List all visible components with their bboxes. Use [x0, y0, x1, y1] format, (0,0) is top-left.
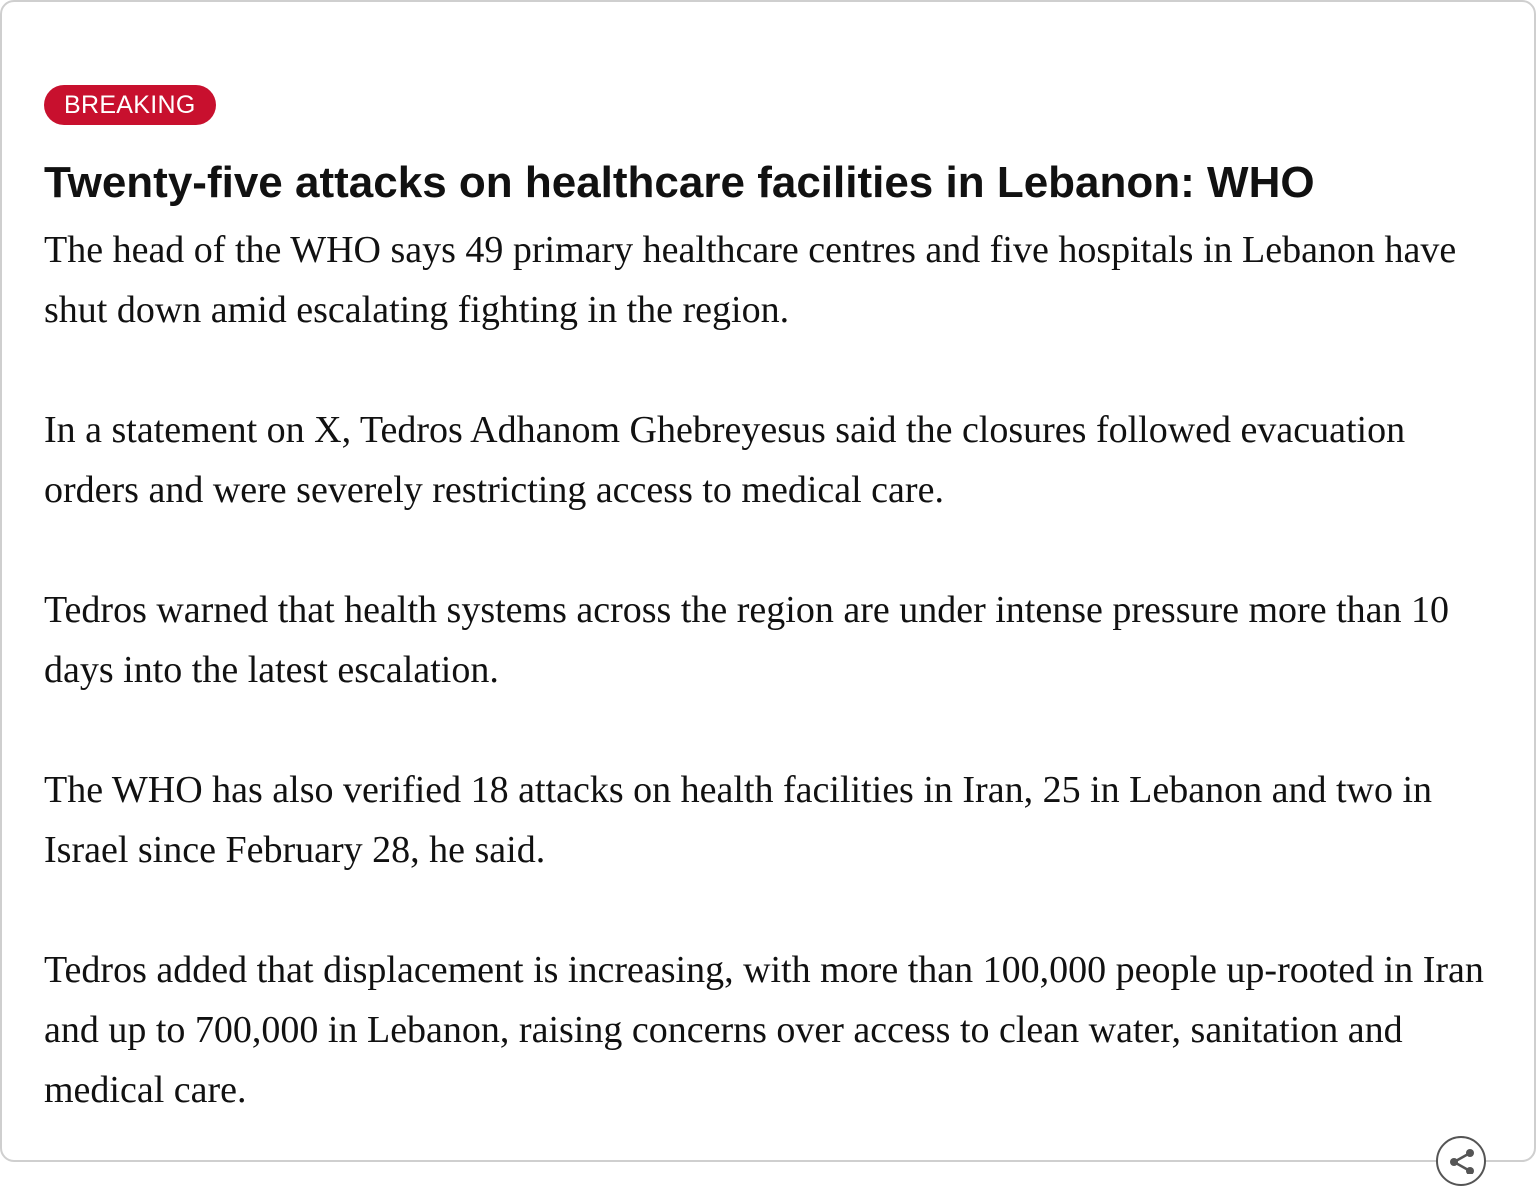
paragraph: The WHO has also verified 18 attacks on health facilities in Iran, 25 in Lebanon and two in Israel since February 28, he said. [44, 769, 1433, 871]
paragraph: Tedros warned that health systems across the region are under intense pressure more than 10 days into the latest escalation. [44, 589, 1449, 691]
share-icon [1448, 1146, 1476, 1174]
paragraph: Tedros added that displacement is increasing, with more than 100,000 people up-rooted in Iran and up to 700,000 in Lebanon, raising concerns over access to clean water, sanitation and medical care. [44, 949, 1484, 1111]
breaking-badge: BREAKING [44, 85, 216, 125]
share-button[interactable] [1436, 1136, 1486, 1186]
update-headline: Twenty-five attacks on healthcare facilities in Lebanon: WHO [44, 158, 1315, 207]
paragraph: The head of the WHO says 49 primary healthcare centres and five hospitals in Lebanon have shut down amid escalating fighting in the region. [44, 229, 1457, 331]
paragraph: In a statement on X, Tedros Adhanom Ghebreyesus said the closures followed evacuation orders and were severely restricting access to medical care. [44, 409, 1406, 511]
update-body [44, 220, 1496, 1180]
